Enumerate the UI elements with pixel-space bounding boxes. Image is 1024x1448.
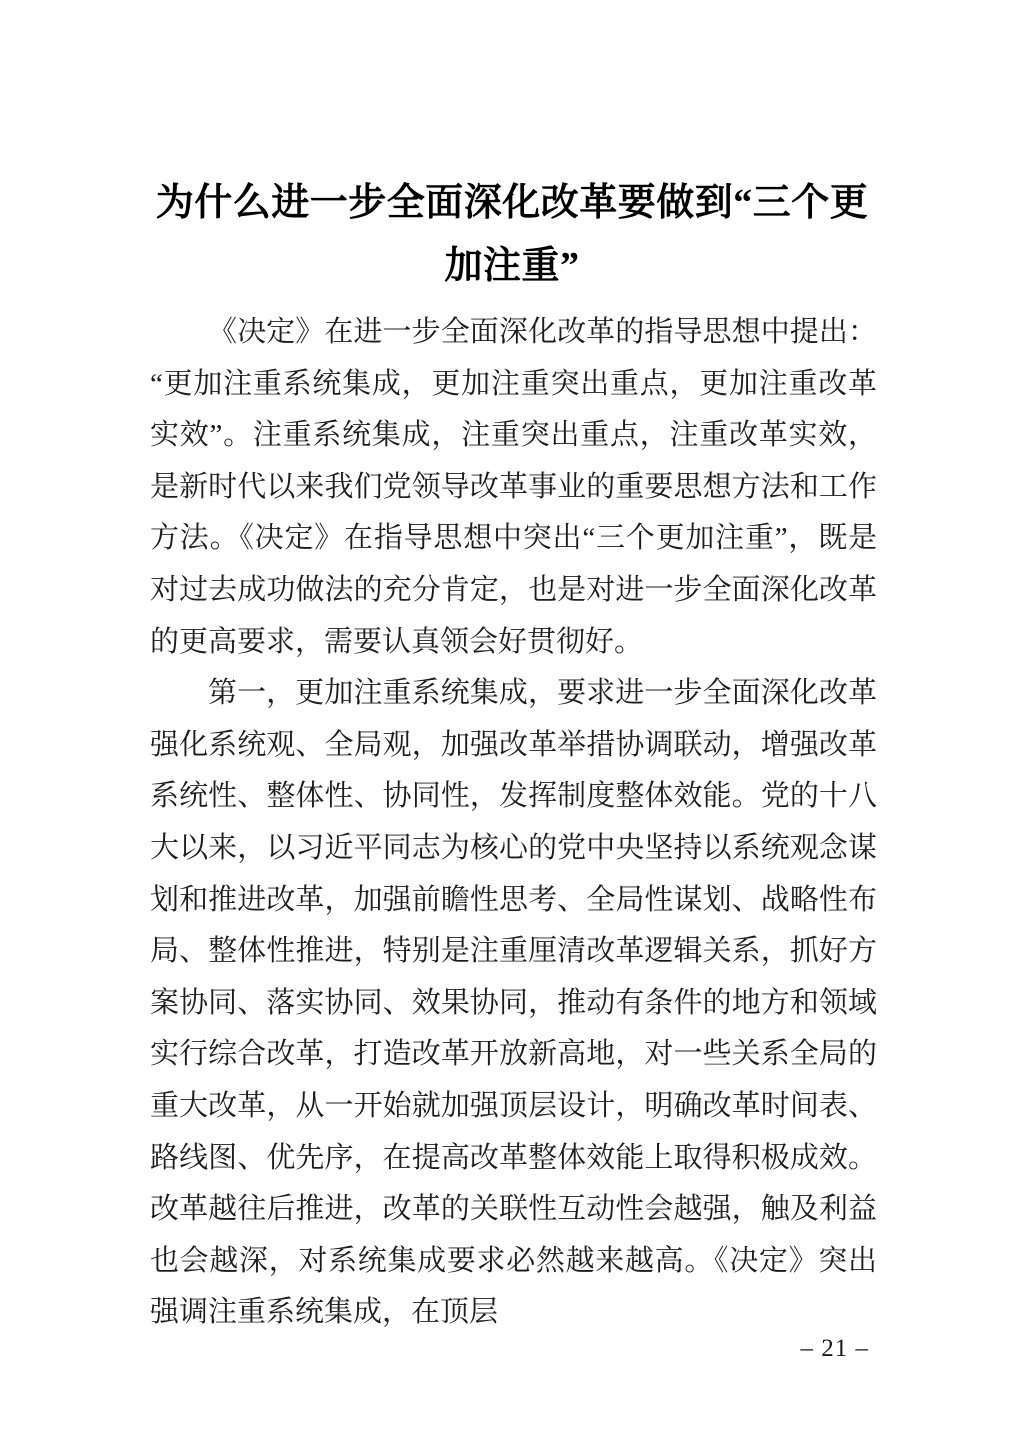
page-number: – 21 –: [800, 1335, 869, 1362]
body-paragraph: 《决定》在进一步全面深化改革的指导思想中提出：“更加注重系统集成，更加注重突出重点，更加注重改革实效”。注重系统集成，注重突出重点，注重改革实效，是新时代以来我们党领导改革事业的重要思想方法和工作方法。《决定》在指导思想中突出“三个更加注重”，既是对过去成功做法的充分肯定，也是对进一步全面深化改革的更高要求，需要认真领会好贯彻好。: [150, 316, 877, 658]
body-paragraph: 第一，更加注重系统集成，要求进一步全面深化改革强化系统观、全局观，加强改革举措协调联动，增强改革系统性、整体性、协同性，发挥制度整体效能。党的十八大以来，以习近平同志为核心的党中央坚持以系统观念谋划和推进改革，加强前瞻性思考、全局性谋划、战略性布局、整体性推进，特别是注重厘清改革逻辑关系，抓好方案协同、落实协同、效果协同，推动有条件的地方和领域实行综合改革，打造改革开放新高地，对一些关系全局的重大改革，从一开始就加强顶层设计，明确改革时间表、路线图、优先序，在提高改革整体效能上取得积极成效。改革越往后推进，改革的关联性互动性会越强，触及利益也会越深，对系统集成要求必然越来越高。《决定》突出强调注重系统集成，在顶层: [150, 677, 877, 1329]
document-title: 为什么进一步全面深化改革要做到“三个更加注重”: [155, 182, 869, 288]
document-body: [150, 307, 877, 1339]
